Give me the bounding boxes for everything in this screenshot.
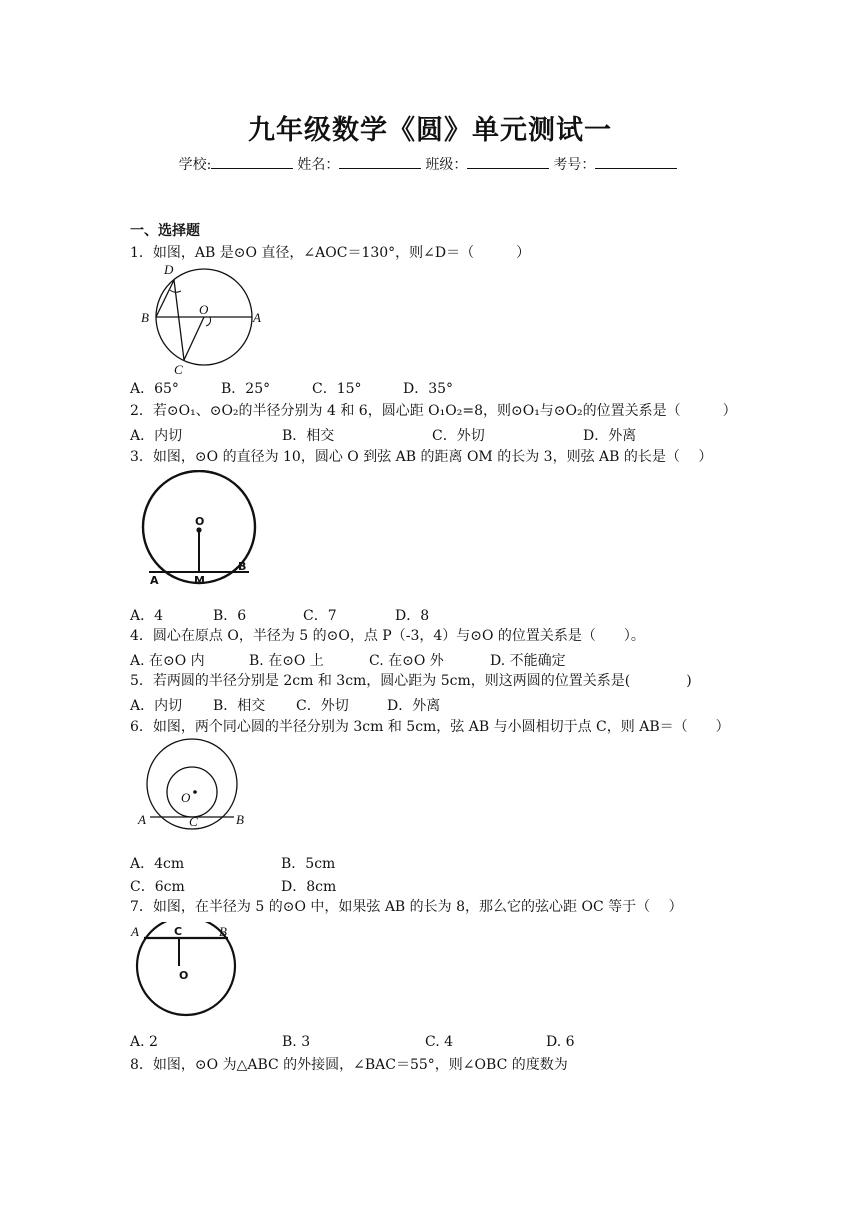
q6-center-point bbox=[193, 790, 197, 794]
page-title: 九年级数学《圆》单元测试一 bbox=[248, 115, 612, 146]
class-label: 班级： bbox=[425, 157, 468, 173]
q2-option-b[interactable]: B．相交 bbox=[282, 428, 335, 444]
q7-text: 7．如图，在半径为 5 的⊙O 中，如果弦 AB 的长为 8，那么它的弦心距 OC 等于（ ） bbox=[130, 899, 683, 915]
q4-option-a[interactable]: A. 在⊙O 内 bbox=[130, 653, 205, 669]
q5-text: 5．若两圆的半径分别是 2cm 和 3cm，圆心距为 5cm，则这两圆的位置关系是( ) bbox=[130, 673, 692, 689]
q1-label-d: D bbox=[164, 262, 174, 277]
q1-chord-db bbox=[156, 280, 174, 317]
student-info-line bbox=[0, 154, 860, 174]
q1-option-c[interactable]: C．15° bbox=[312, 381, 362, 397]
q1-label-b: B bbox=[141, 310, 149, 325]
q3-option-c[interactable]: C．7 bbox=[303, 608, 337, 624]
q3-text: 3．如图，⊙O 的直径为 10，圆心 O 到弦 AB 的距离 OM 的长为 3，则弦 AB 的长是（ ） bbox=[130, 449, 713, 465]
q8-text: 8．如图，⊙O 为△ABC 的外接圆，∠BAC＝55°，则∠OBC 的度数为 bbox=[130, 1057, 568, 1073]
q5-option-b[interactable]: B．相交 bbox=[213, 698, 266, 714]
q1-figure bbox=[130, 260, 270, 378]
q2-option-d[interactable]: D．外离 bbox=[583, 428, 637, 444]
q6-option-a[interactable]: A．4cm bbox=[130, 856, 185, 872]
q4-option-b[interactable]: B. 在⊙O 上 bbox=[249, 653, 324, 669]
q7-label-o: O bbox=[179, 969, 189, 982]
q1-option-a[interactable]: A．65° bbox=[130, 381, 179, 397]
exam-no-label: 考号： bbox=[553, 157, 596, 173]
q7-label-c: C bbox=[174, 925, 183, 938]
class-blank bbox=[467, 156, 549, 169]
q1-label-c: C bbox=[174, 362, 183, 377]
q1-text: 1．如图，AB 是⊙O 直径，∠AOC＝130°，则∠D＝（ ） bbox=[130, 245, 531, 261]
q4-option-c[interactable]: C. 在⊙O 外 bbox=[369, 653, 444, 669]
q2-option-a[interactable]: A．内切 bbox=[130, 428, 183, 444]
q1-label-a: A bbox=[253, 310, 261, 325]
q3-center-point bbox=[196, 527, 201, 532]
q3-option-b[interactable]: B．6 bbox=[213, 608, 247, 624]
q1-radius-oc bbox=[184, 317, 204, 360]
q7-label-a: A bbox=[131, 924, 139, 939]
q3-option-d[interactable]: D．8 bbox=[395, 608, 430, 624]
q7-option-a[interactable]: A. 2 bbox=[130, 1034, 158, 1050]
q6-text: 6．如图，两个同心圆的半径分别为 3cm 和 5cm，弦 AB 与小圆相切于点 C，则 AB＝（ ） bbox=[130, 719, 730, 735]
q7-label-b: B bbox=[219, 924, 227, 939]
q1-option-d[interactable]: D．35° bbox=[403, 381, 454, 397]
q7-option-c[interactable]: C. 4 bbox=[425, 1034, 454, 1050]
q2-option-c[interactable]: C．外切 bbox=[432, 428, 485, 444]
q6-label-o: O bbox=[181, 790, 191, 805]
q3-label-m: M bbox=[194, 574, 205, 587]
q6-option-d[interactable]: D．8cm bbox=[281, 879, 337, 895]
q3-option-a[interactable]: A．4 bbox=[130, 608, 164, 624]
q3-label-a: A bbox=[150, 574, 159, 587]
q4-option-d[interactable]: D. 不能确定 bbox=[490, 653, 566, 669]
name-blank bbox=[339, 156, 421, 169]
q6-label-b: B bbox=[236, 812, 244, 827]
q1-label-o: O bbox=[199, 302, 209, 317]
q7-option-b[interactable]: B. 3 bbox=[282, 1034, 311, 1050]
q3-label-o: O bbox=[195, 515, 205, 528]
q6-option-c[interactable]: C．6cm bbox=[130, 879, 185, 895]
exam-no-blank bbox=[595, 156, 677, 169]
q6-option-b[interactable]: B．5cm bbox=[281, 856, 336, 872]
q5-option-c[interactable]: C．外切 bbox=[296, 698, 349, 714]
q4-text: 4．圆心在原点 O，半径为 5 的⊙O，点 P（-3，4）与⊙O 的位置关系是（ ）。 bbox=[130, 628, 645, 644]
q7-option-d[interactable]: D. 6 bbox=[546, 1034, 575, 1050]
q1-angle-o-arc bbox=[206, 317, 211, 326]
q6-figure bbox=[134, 738, 254, 830]
q3-label-b: B bbox=[238, 560, 247, 573]
q2-text: 2．若⊙O₁、⊙O₂的半径分别为 4 和 6，圆心距 O₁O₂=8，则⊙O₁与⊙O₂的位置关系是（ ） bbox=[130, 403, 737, 419]
q6-label-c: C bbox=[189, 814, 198, 829]
name-label: 姓名： bbox=[297, 157, 340, 173]
school-blank bbox=[211, 156, 293, 169]
q3-figure bbox=[135, 470, 265, 588]
school-label: 学校: bbox=[178, 157, 212, 173]
q5-option-d[interactable]: D．外离 bbox=[387, 698, 441, 714]
q6-inner-circle bbox=[167, 767, 217, 817]
q1-option-b[interactable]: B．25° bbox=[221, 381, 271, 397]
q6-label-a: A bbox=[138, 812, 146, 827]
section-heading: 一、选择题 bbox=[130, 223, 200, 239]
q5-option-a[interactable]: A．内切 bbox=[130, 698, 183, 714]
q7-figure bbox=[128, 922, 244, 1018]
